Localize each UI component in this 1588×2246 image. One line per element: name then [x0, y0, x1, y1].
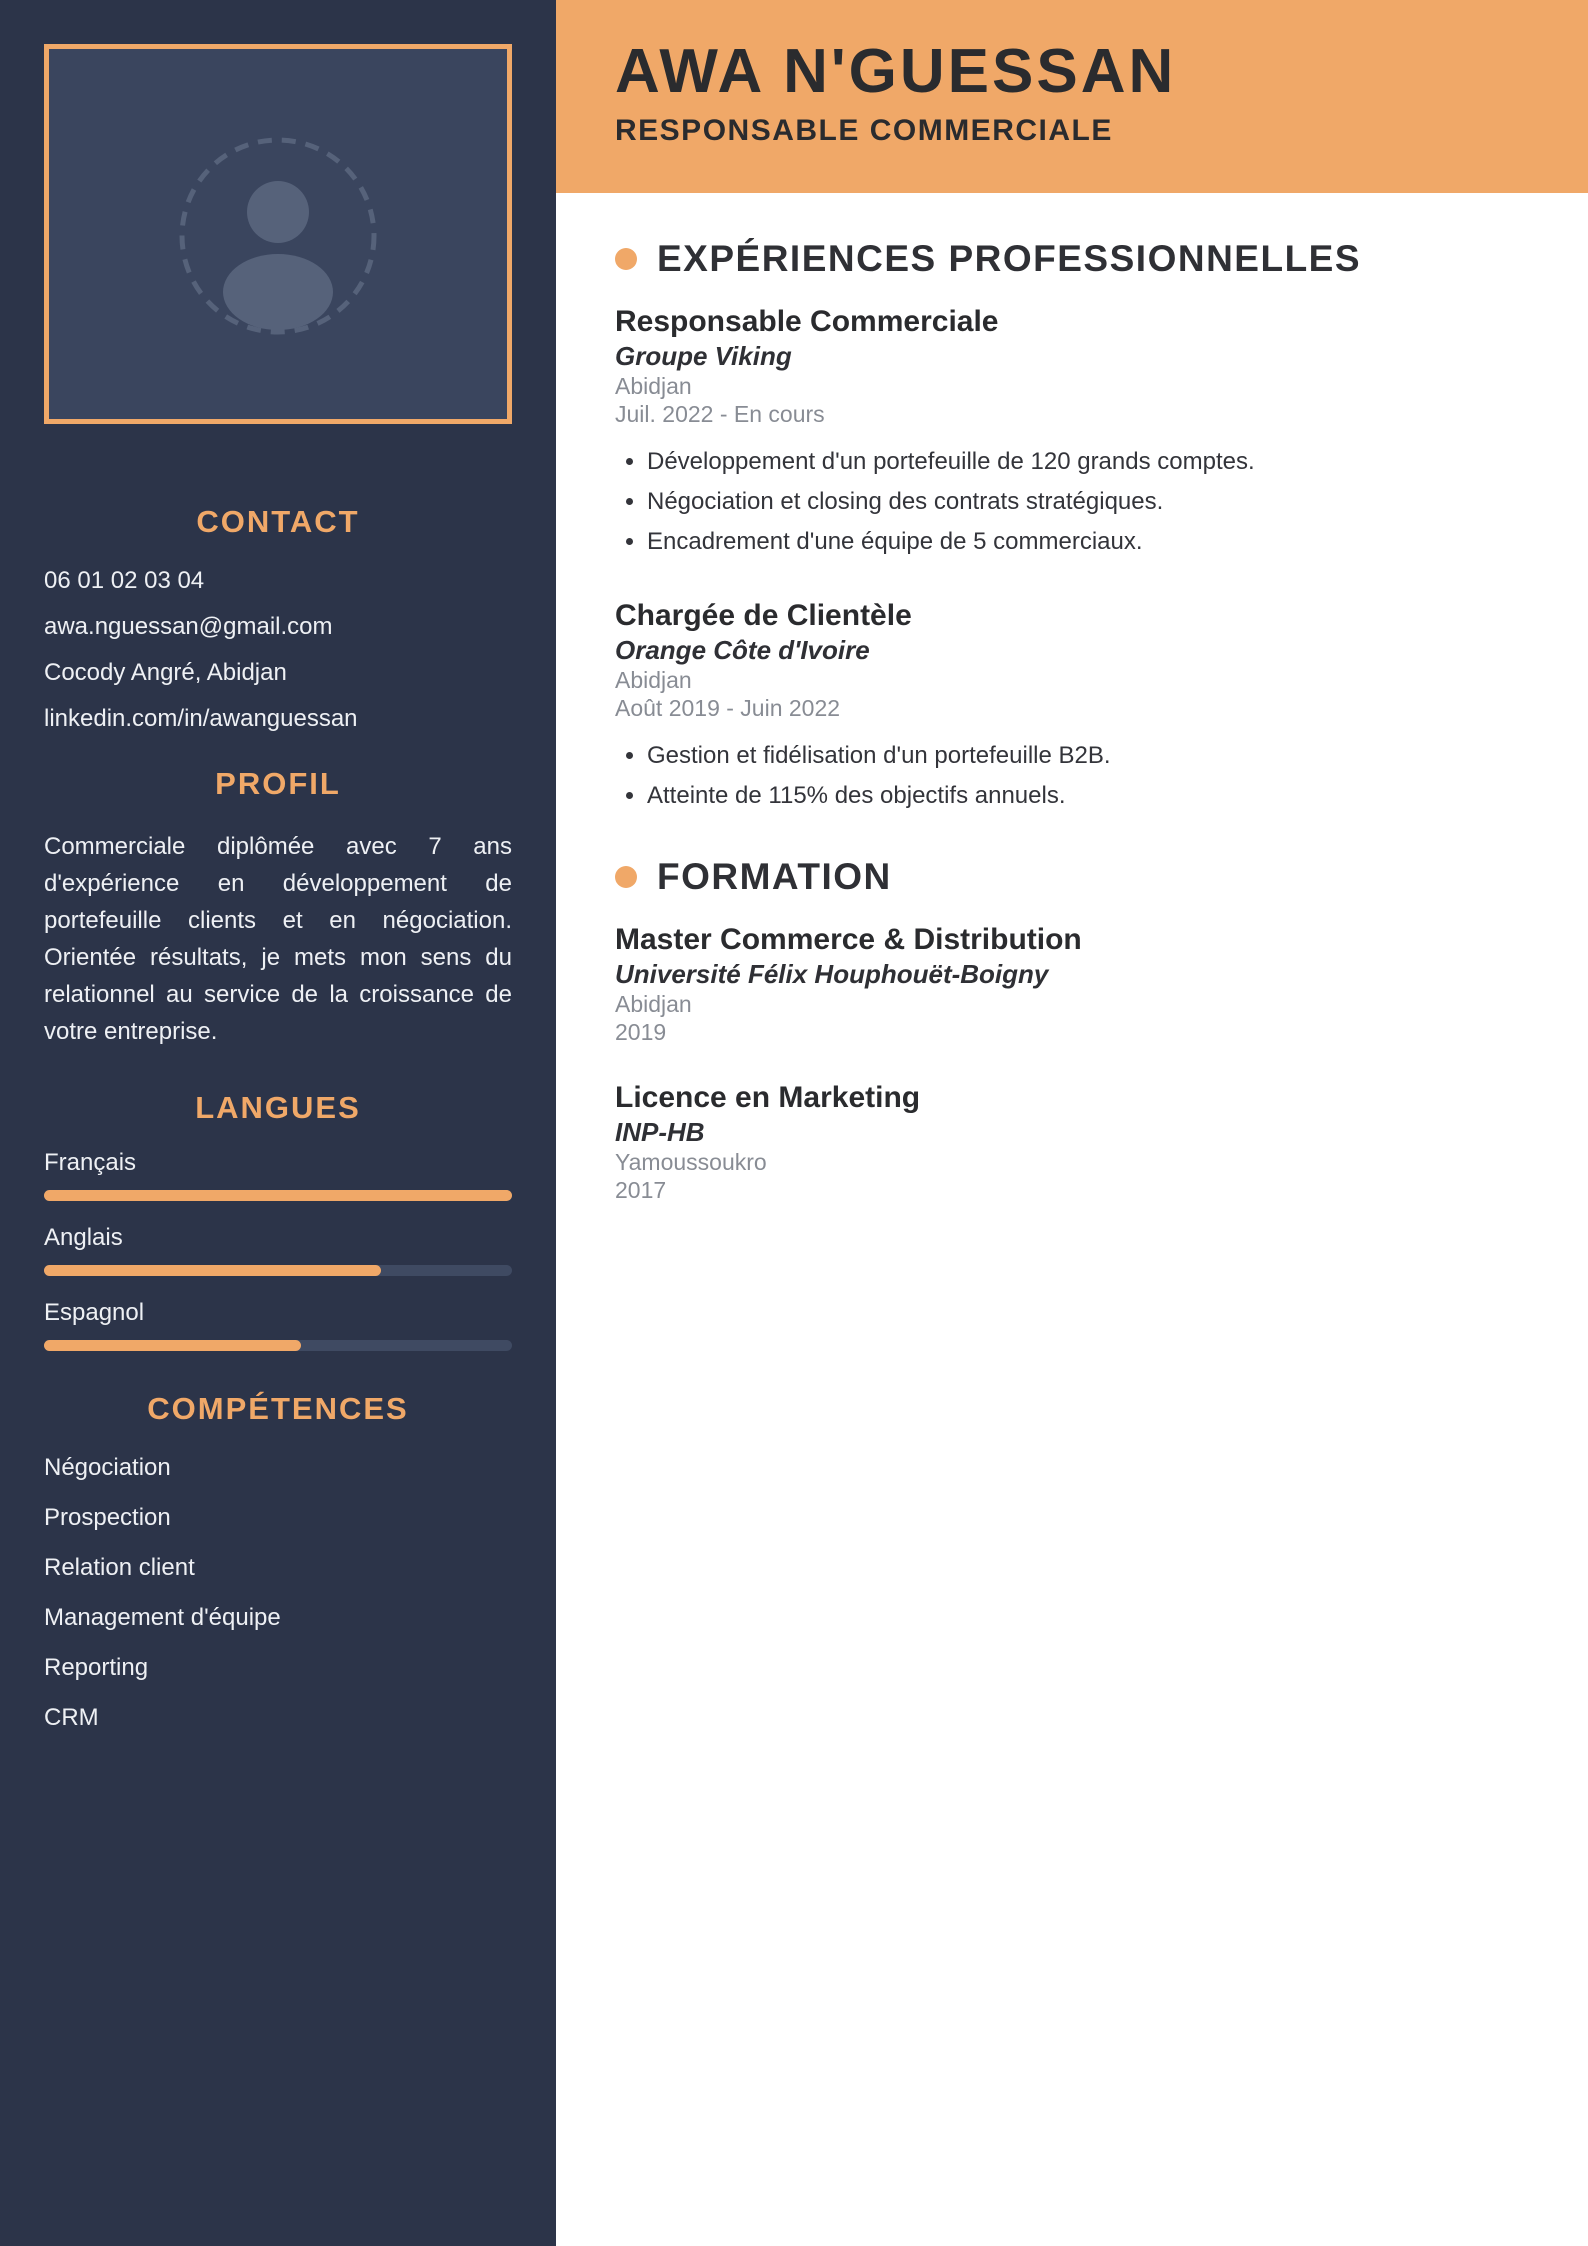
school-location: Yamoussoukro: [615, 1149, 767, 1175]
language-bar: [44, 1340, 512, 1351]
formation-item: [615, 922, 1545, 1046]
profil-title: PROFIL: [215, 766, 341, 801]
profil-text: Commerciale diplômée avec 7 ans d'expérience en développement de portefeuille clients et en négociation. Orientée résultats, je mets mon sens du relationnel au service de la croissance de votre entreprise.: [44, 833, 512, 1045]
job-title: Chargée de Clientèle: [615, 599, 912, 632]
candidate-role: RESPONSABLE COMMERCIALE: [615, 114, 1113, 147]
job-bullets: [615, 442, 1545, 562]
formation-heading: [615, 856, 1545, 898]
job-bullet: • Développement d'un portefeuille de 120 grands comptes.: [647, 442, 1545, 482]
language-name: Espagnol: [44, 1299, 145, 1326]
language-bar-fill: [44, 1340, 301, 1351]
main-content: [615, 238, 1545, 1204]
skill-item: CRM: [44, 1704, 99, 1731]
job-title: Responsable Commerciale: [615, 305, 999, 338]
degree-title: Master Commerce & Distribution: [615, 923, 1082, 956]
company-name: Groupe Viking: [615, 341, 792, 371]
language-item: [44, 1148, 512, 1201]
language-bar: [44, 1265, 512, 1276]
skill-item: Relation client: [44, 1554, 195, 1581]
job-bullets: [615, 736, 1545, 816]
candidate-name: AWA N'GUESSAN: [615, 37, 1177, 106]
language-item: [44, 1223, 512, 1276]
skill-item: Prospection: [44, 1504, 171, 1531]
degree-year: 2019: [615, 1019, 667, 1045]
degree-year: 2017: [615, 1177, 667, 1203]
job-location: Abidjan: [615, 373, 692, 399]
company-name: Orange Côte d'Ivoire: [615, 635, 870, 665]
job-dates: Juil. 2022 - En cours: [615, 401, 825, 427]
language-item: [44, 1298, 512, 1351]
contact-title: CONTACT: [196, 504, 360, 539]
language-name: Français: [44, 1149, 137, 1176]
degree-title: Licence en Marketing: [615, 1081, 921, 1114]
bullet-dot-icon: [615, 248, 637, 270]
contact-linkedin: linkedin.com/in/awanguessan: [44, 705, 358, 732]
school-name: Université Félix Houphouët-Boigny: [615, 959, 1049, 989]
language-bar-fill: [44, 1190, 512, 1201]
language-bar: [44, 1190, 512, 1201]
sidebar: [0, 0, 556, 2246]
experience-item: [615, 598, 1545, 816]
langues-list: [44, 1148, 512, 1351]
contact-email: awa.nguessan@gmail.com: [44, 613, 333, 640]
contact-address: Cocody Angré, Abidjan: [44, 659, 287, 686]
formation-item: [615, 1080, 1545, 1204]
language-bar-fill: [44, 1265, 381, 1276]
job-bullet: • Encadrement d'une équipe de 5 commerciaux.: [647, 522, 1545, 562]
profile-photo: [44, 44, 512, 424]
competences-title: COMPÉTENCES: [147, 1391, 409, 1426]
bullet-dot-icon: [615, 866, 637, 888]
school-name: INP-HB: [615, 1117, 705, 1147]
user-placeholder-icon: [49, 49, 507, 419]
header-banner: [556, 0, 1588, 193]
competences-list: [44, 1443, 512, 1743]
experiences-title: EXPÉRIENCES PROFESSIONNELLES: [657, 238, 1362, 279]
job-bullet: • Négociation et closing des contrats stratégiques.: [647, 482, 1545, 522]
job-bullet: • Atteinte de 115% des objectifs annuels.: [647, 776, 1545, 816]
langues-title: LANGUES: [195, 1090, 361, 1125]
experiences-heading: [615, 238, 1545, 280]
language-name: Anglais: [44, 1224, 123, 1251]
school-location: Abidjan: [615, 991, 692, 1017]
skill-item: Reporting: [44, 1654, 149, 1681]
experience-item: [615, 304, 1545, 562]
skill-item: Management d'équipe: [44, 1604, 281, 1631]
job-dates: Août 2019 - Juin 2022: [615, 695, 841, 721]
job-bullet: • Gestion et fidélisation d'un portefeuille B2B.: [647, 736, 1545, 776]
skill-item: Négociation: [44, 1454, 171, 1481]
contact-phone: 06 01 02 03 04: [44, 567, 205, 594]
job-location: Abidjan: [615, 667, 692, 693]
contact-list: [44, 558, 512, 742]
formation-title: FORMATION: [657, 856, 892, 897]
